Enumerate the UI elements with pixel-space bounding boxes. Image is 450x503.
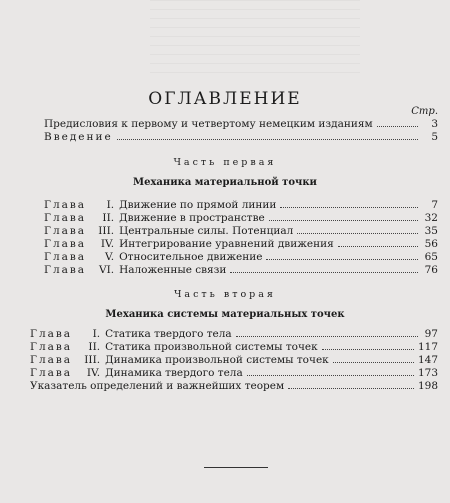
chapter-number: II. bbox=[102, 212, 115, 224]
chapter-prefix: Глава bbox=[44, 199, 87, 211]
chapter-prefix: Глава bbox=[30, 328, 73, 340]
part-heading: Часть первая bbox=[173, 157, 277, 168]
page-title: ОГЛАВЛЕНИЕ bbox=[148, 89, 302, 109]
chapter-number: IV. bbox=[86, 367, 101, 379]
toc-entry-text: Движение по прямой линии bbox=[119, 199, 277, 211]
toc-entry-page: 173 bbox=[417, 367, 438, 379]
toc-entry-page: 97 bbox=[424, 328, 438, 340]
dot-leader bbox=[338, 238, 418, 247]
chapter-number: III. bbox=[98, 225, 115, 237]
toc-entry-chapter[interactable] bbox=[44, 238, 438, 251]
chapter-prefix: Глава bbox=[30, 341, 73, 353]
toc-entry-chapter[interactable] bbox=[30, 367, 438, 380]
toc-entry-page: 56 bbox=[424, 238, 438, 250]
chapter-prefix: Глава bbox=[30, 367, 73, 379]
chapter-number: VI. bbox=[98, 264, 115, 276]
dot-leader bbox=[266, 251, 418, 260]
toc-entry-text: Интегрирование уравнений движения bbox=[119, 238, 334, 250]
toc-entry-chapter[interactable] bbox=[44, 264, 438, 277]
chapter-number: IV. bbox=[100, 238, 115, 250]
toc-entry-chapter[interactable] bbox=[30, 354, 438, 367]
toc-entry-text: Относительное движение bbox=[119, 251, 263, 263]
dot-leader bbox=[269, 212, 418, 221]
toc-entry-page: 76 bbox=[424, 264, 438, 276]
chapter-prefix: Глава bbox=[44, 264, 87, 276]
toc-entry-index[interactable] bbox=[30, 380, 438, 393]
closing-rule bbox=[204, 467, 268, 468]
dot-leader bbox=[280, 199, 418, 208]
toc-entry-page: 147 bbox=[417, 354, 438, 366]
toc-entry-text: Предисловия к первому и четвертому немецким изданиям bbox=[44, 118, 373, 130]
chapter-prefix: Глава bbox=[44, 212, 87, 224]
toc-entry-page: 117 bbox=[417, 341, 438, 353]
toc-entry-text: Движение в пространстве bbox=[119, 212, 265, 224]
toc-entry-text: Статика произвольной системы точек bbox=[105, 341, 318, 353]
toc-entry-page: 3 bbox=[431, 118, 438, 130]
toc-entry-chapter[interactable] bbox=[44, 199, 438, 212]
toc-entry-page: 35 bbox=[424, 225, 438, 237]
toc-entry-text: Динамика произвольной системы точек bbox=[105, 354, 329, 366]
toc-entry-text: Наложенные связи bbox=[119, 264, 227, 276]
toc-entry-text: Центральные силы. Потенциал bbox=[119, 225, 294, 237]
chapter-number: I. bbox=[106, 199, 115, 211]
toc-entry-text: Введение bbox=[44, 131, 113, 143]
dot-leader bbox=[230, 264, 418, 273]
toc-entry-page: 65 bbox=[424, 251, 438, 263]
toc-entry-chapter[interactable] bbox=[44, 212, 438, 225]
toc-entry-text: Статика твердого тела bbox=[105, 328, 232, 340]
dot-leader bbox=[333, 354, 414, 363]
chapter-number: I. bbox=[92, 328, 101, 340]
dot-leader bbox=[236, 328, 418, 337]
part-subtitle: Механика материальной точки bbox=[133, 177, 317, 188]
chapter-prefix: Глава bbox=[30, 354, 73, 366]
dot-leader bbox=[322, 341, 414, 350]
toc-entry-page: 32 bbox=[424, 212, 438, 224]
toc-entry-introduction[interactable] bbox=[44, 131, 438, 144]
dot-leader bbox=[247, 367, 414, 376]
toc-entry-page: 7 bbox=[431, 199, 438, 211]
part-heading: Часть вторая bbox=[174, 289, 276, 300]
toc-entry-chapter[interactable] bbox=[30, 328, 438, 341]
page-column-label: Стр. bbox=[411, 106, 438, 117]
part-subtitle: Механика системы материальных точек bbox=[105, 309, 345, 320]
toc-entry-page: 5 bbox=[431, 131, 438, 143]
toc-entry-chapter[interactable] bbox=[44, 251, 438, 264]
dot-leader bbox=[288, 380, 414, 389]
dot-leader bbox=[377, 118, 418, 127]
toc-entry-chapter[interactable] bbox=[30, 341, 438, 354]
chapter-prefix: Глава bbox=[44, 251, 87, 263]
toc-entry-chapter[interactable] bbox=[44, 225, 438, 238]
chapter-number: V. bbox=[104, 251, 115, 263]
chapter-prefix: Глава bbox=[44, 225, 87, 237]
dot-leader bbox=[297, 225, 418, 234]
toc-entry-page: 198 bbox=[417, 380, 438, 392]
chapter-number: II. bbox=[88, 341, 101, 353]
toc-entry-prefaces[interactable] bbox=[44, 118, 438, 131]
dot-leader bbox=[117, 131, 418, 140]
chapter-prefix: Глава bbox=[44, 238, 87, 250]
chapter-number: III. bbox=[84, 354, 101, 366]
toc-entry-text: Указатель определений и важнейших теорем bbox=[30, 380, 285, 392]
toc-entry-text: Динамика твердого тела bbox=[105, 367, 243, 379]
